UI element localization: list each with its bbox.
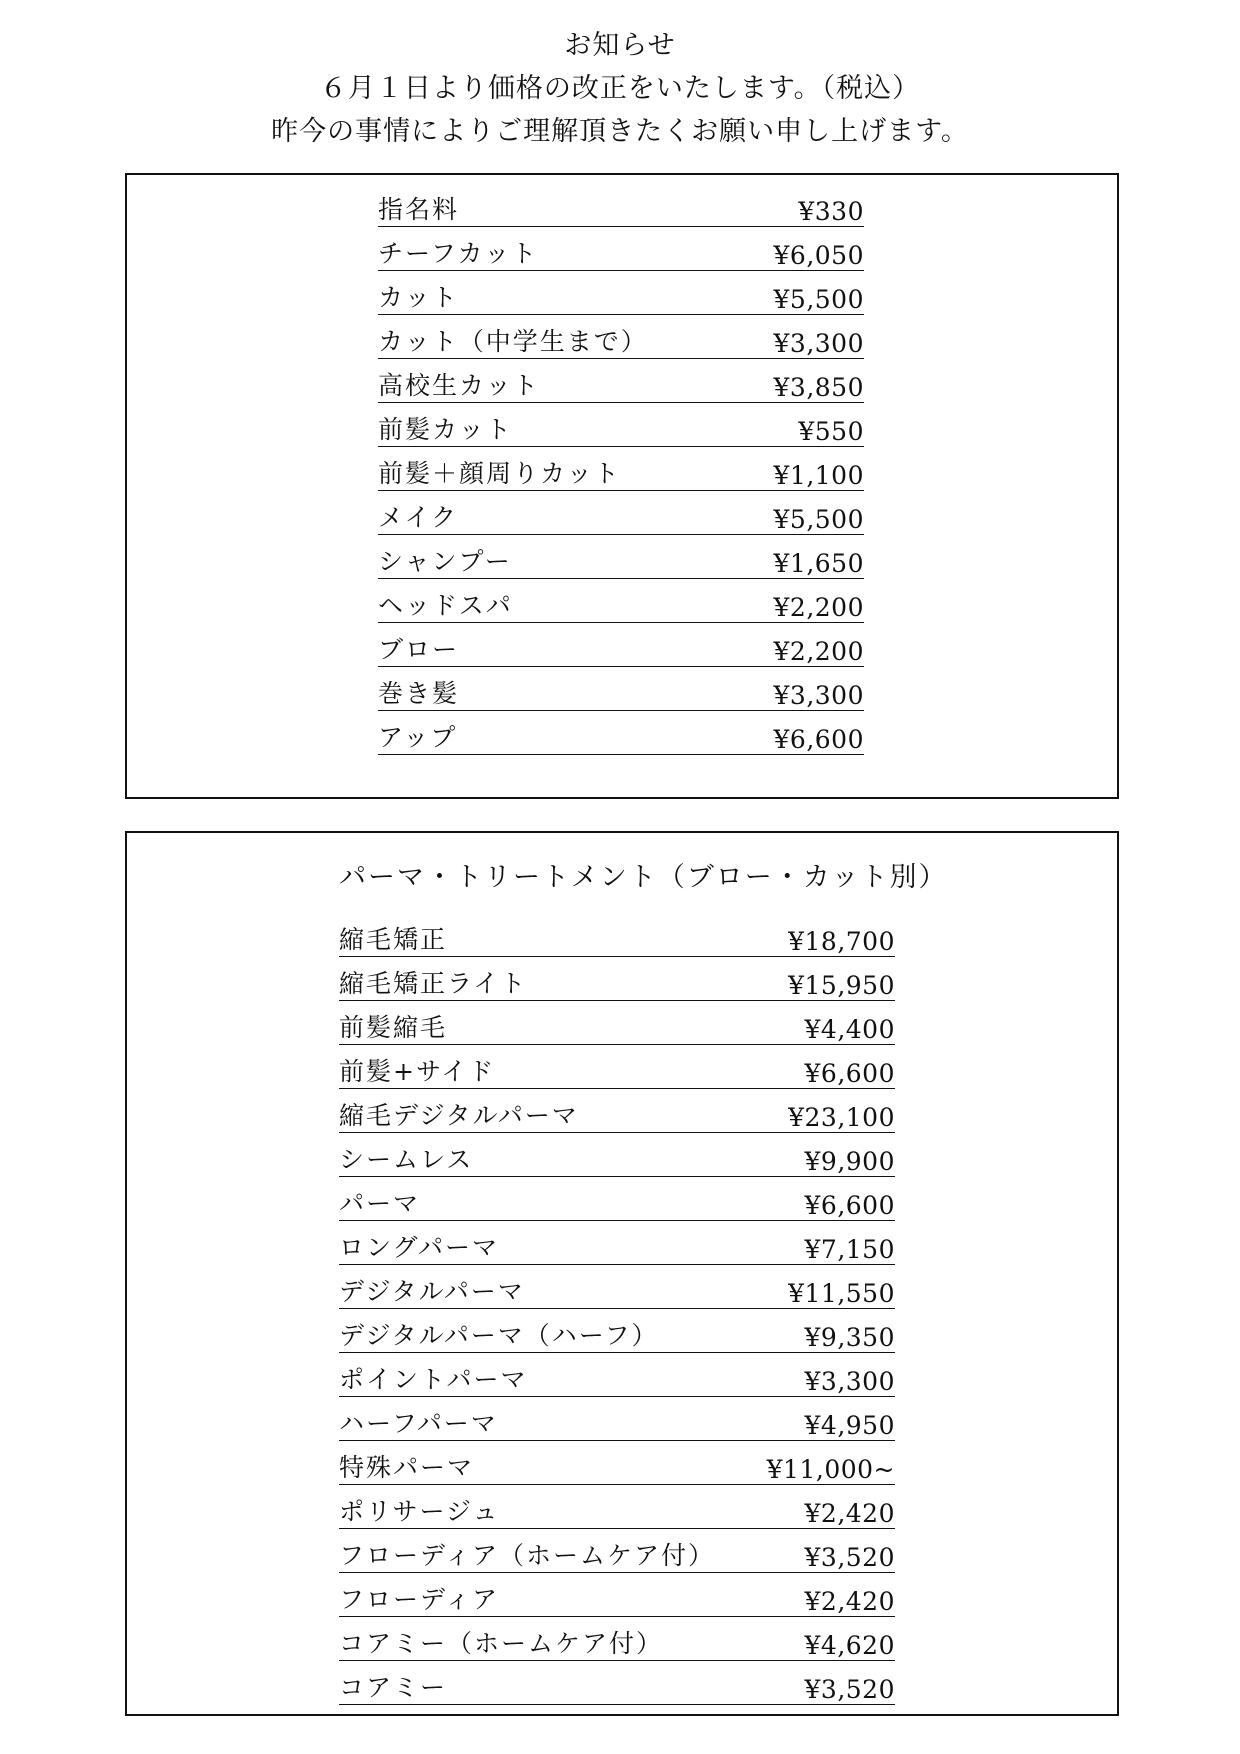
menu-item-name: デジタルパーマ bbox=[339, 1277, 525, 1306]
menu-item-name: ポイントパーマ bbox=[339, 1365, 528, 1394]
underline-divider bbox=[339, 1000, 895, 1001]
menu-item-price: ¥4,950 bbox=[804, 1411, 895, 1440]
menu-item-price: ¥3,300 bbox=[773, 681, 864, 710]
price-row bbox=[378, 233, 864, 277]
menu-item-name: チーフカット bbox=[378, 239, 539, 268]
underline-divider bbox=[378, 226, 864, 227]
menu-item-price: ¥3,520 bbox=[804, 1543, 895, 1572]
underline-divider bbox=[339, 1572, 895, 1573]
price-row bbox=[339, 1095, 895, 1139]
price-row bbox=[378, 189, 864, 233]
menu-item-price: ¥18,700 bbox=[788, 927, 895, 956]
cut-menu-box bbox=[125, 173, 1119, 799]
menu-item-price: ¥3,850 bbox=[773, 373, 864, 402]
menu-item-name: 特殊パーマ bbox=[339, 1453, 475, 1482]
underline-divider bbox=[378, 666, 864, 667]
price-row bbox=[339, 1579, 895, 1623]
price-row bbox=[378, 409, 864, 453]
underline-divider bbox=[378, 402, 864, 403]
menu-item-price: ¥4,620 bbox=[804, 1631, 895, 1660]
menu-item-price: ¥550 bbox=[798, 417, 864, 446]
perm-menu-list bbox=[339, 919, 895, 1711]
menu-item-name: カット（中学生まで） bbox=[378, 327, 648, 356]
underline-divider bbox=[378, 446, 864, 447]
menu-item-name: 巻き髪 bbox=[378, 679, 460, 708]
underline-divider bbox=[339, 1396, 895, 1397]
price-row bbox=[339, 1271, 895, 1315]
underline-divider bbox=[378, 622, 864, 623]
price-row bbox=[339, 1315, 895, 1359]
price-row bbox=[378, 497, 864, 541]
price-row bbox=[339, 1447, 895, 1491]
price-row bbox=[339, 1667, 895, 1711]
menu-item-name: ポリサージュ bbox=[339, 1497, 500, 1526]
underline-divider bbox=[339, 1308, 895, 1309]
notice-line-2: 昨今の事情によりご理解頂きたくお願い申し上げます。 bbox=[271, 116, 969, 147]
price-row bbox=[378, 717, 864, 761]
perm-menu-title: パーマ・トリートメント（ブロー・カット別） bbox=[339, 862, 948, 893]
underline-divider bbox=[339, 1176, 895, 1177]
notice-line-1: ６月１日より価格の改正をいたします。（税込） bbox=[319, 73, 921, 104]
underline-divider bbox=[378, 490, 864, 491]
menu-item-price: ¥9,350 bbox=[804, 1323, 895, 1352]
notice-title: お知らせ bbox=[564, 30, 676, 61]
underline-divider bbox=[339, 1616, 895, 1617]
menu-item-name: ハーフパーマ bbox=[339, 1409, 498, 1438]
menu-item-name: ロングパーマ bbox=[339, 1233, 500, 1262]
menu-item-name: 前髪＋顔周りカット bbox=[378, 459, 621, 488]
menu-item-name: シャンプー bbox=[378, 547, 512, 576]
menu-item-price: ¥6,600 bbox=[804, 1191, 895, 1220]
price-row bbox=[339, 1139, 895, 1183]
price-row bbox=[378, 585, 864, 629]
underline-divider bbox=[339, 1132, 895, 1133]
price-row bbox=[339, 1007, 895, 1051]
menu-item-name: コアミー（ホームケア付） bbox=[339, 1629, 664, 1658]
menu-item-name: 指名料 bbox=[378, 195, 460, 224]
underline-divider bbox=[339, 1044, 895, 1045]
price-row bbox=[339, 1535, 895, 1579]
menu-item-price: ¥1,100 bbox=[773, 461, 864, 490]
underline-divider bbox=[339, 1220, 895, 1221]
cut-menu-list bbox=[378, 189, 864, 761]
underline-divider bbox=[339, 1660, 895, 1661]
underline-divider bbox=[339, 1088, 895, 1089]
menu-item-price: ¥3,520 bbox=[804, 1675, 895, 1704]
menu-item-name: メイク bbox=[378, 503, 459, 532]
menu-item-name: カット bbox=[378, 283, 459, 312]
menu-item-price: ¥2,420 bbox=[804, 1587, 895, 1616]
menu-item-name: パーマ bbox=[339, 1189, 421, 1218]
perm-menu-box bbox=[125, 831, 1119, 1716]
price-row bbox=[339, 1623, 895, 1667]
menu-item-price: ¥330 bbox=[798, 197, 864, 226]
underline-divider bbox=[339, 1264, 895, 1265]
menu-item-name: フローディア bbox=[339, 1585, 500, 1614]
menu-item-price: ¥11,000~ bbox=[766, 1455, 895, 1484]
price-row bbox=[378, 673, 864, 717]
price-row bbox=[378, 629, 864, 673]
menu-item-name: シームレス bbox=[339, 1145, 474, 1174]
underline-divider bbox=[378, 270, 864, 271]
price-row bbox=[339, 1359, 895, 1403]
menu-item-price: ¥6,600 bbox=[773, 725, 864, 754]
menu-item-price: ¥3,300 bbox=[773, 329, 864, 358]
underline-divider bbox=[339, 1484, 895, 1485]
menu-item-price: ¥7,150 bbox=[804, 1235, 895, 1264]
menu-item-name: 高校生カット bbox=[378, 371, 540, 400]
underline-divider bbox=[378, 578, 864, 579]
price-row bbox=[339, 1491, 895, 1535]
menu-item-name: 縮毛矯正 bbox=[339, 925, 448, 954]
underline-divider bbox=[339, 1352, 895, 1353]
menu-item-name: 前髪カット bbox=[378, 415, 513, 444]
menu-item-price: ¥2,200 bbox=[773, 593, 864, 622]
menu-item-name: 前髪+サイド bbox=[339, 1057, 496, 1086]
menu-item-name: ヘッドスパ bbox=[378, 591, 513, 620]
menu-item-name: 縮毛矯正ライト bbox=[339, 969, 528, 998]
menu-item-name: デジタルパーマ（ハーフ） bbox=[339, 1321, 659, 1350]
menu-item-price: ¥23,100 bbox=[788, 1103, 895, 1132]
price-row bbox=[339, 963, 895, 1007]
menu-item-name: フローディア（ホームケア付） bbox=[339, 1541, 716, 1570]
price-row bbox=[378, 321, 864, 365]
price-row bbox=[339, 1227, 895, 1271]
menu-item-name: ブロー bbox=[378, 635, 460, 664]
menu-item-price: ¥6,050 bbox=[773, 241, 864, 270]
price-row bbox=[339, 1051, 895, 1095]
menu-item-price: ¥2,200 bbox=[773, 637, 864, 666]
price-row bbox=[378, 541, 864, 585]
price-row bbox=[378, 277, 864, 321]
notice-header bbox=[0, 24, 1240, 153]
underline-divider bbox=[339, 1528, 895, 1529]
menu-item-price: ¥4,400 bbox=[804, 1015, 895, 1044]
menu-item-price: ¥6,600 bbox=[804, 1059, 895, 1088]
menu-item-price: ¥1,650 bbox=[773, 549, 864, 578]
price-row bbox=[378, 365, 864, 409]
underline-divider bbox=[339, 956, 895, 957]
underline-divider bbox=[339, 1440, 895, 1441]
price-row bbox=[339, 1183, 895, 1227]
underline-divider bbox=[378, 534, 864, 535]
price-row bbox=[339, 919, 895, 963]
menu-item-price: ¥15,950 bbox=[788, 971, 895, 1000]
menu-item-name: 縮毛デジタルパーマ bbox=[339, 1101, 579, 1130]
menu-item-name: アップ bbox=[378, 723, 458, 752]
underline-divider bbox=[378, 754, 864, 755]
menu-item-price: ¥3,300 bbox=[804, 1367, 895, 1396]
menu-item-name: コアミー bbox=[339, 1673, 448, 1702]
underline-divider bbox=[378, 710, 864, 711]
menu-item-price: ¥2,420 bbox=[804, 1499, 895, 1528]
menu-item-price: ¥9,900 bbox=[804, 1147, 895, 1176]
underline-divider bbox=[339, 1704, 895, 1705]
menu-item-price: ¥5,500 bbox=[773, 505, 864, 534]
menu-item-price: ¥11,550 bbox=[788, 1279, 895, 1308]
underline-divider bbox=[378, 358, 864, 359]
menu-item-price: ¥5,500 bbox=[773, 285, 864, 314]
underline-divider bbox=[378, 314, 864, 315]
menu-item-name: 前髪縮毛 bbox=[339, 1013, 448, 1042]
price-row bbox=[339, 1403, 895, 1447]
price-row bbox=[378, 453, 864, 497]
